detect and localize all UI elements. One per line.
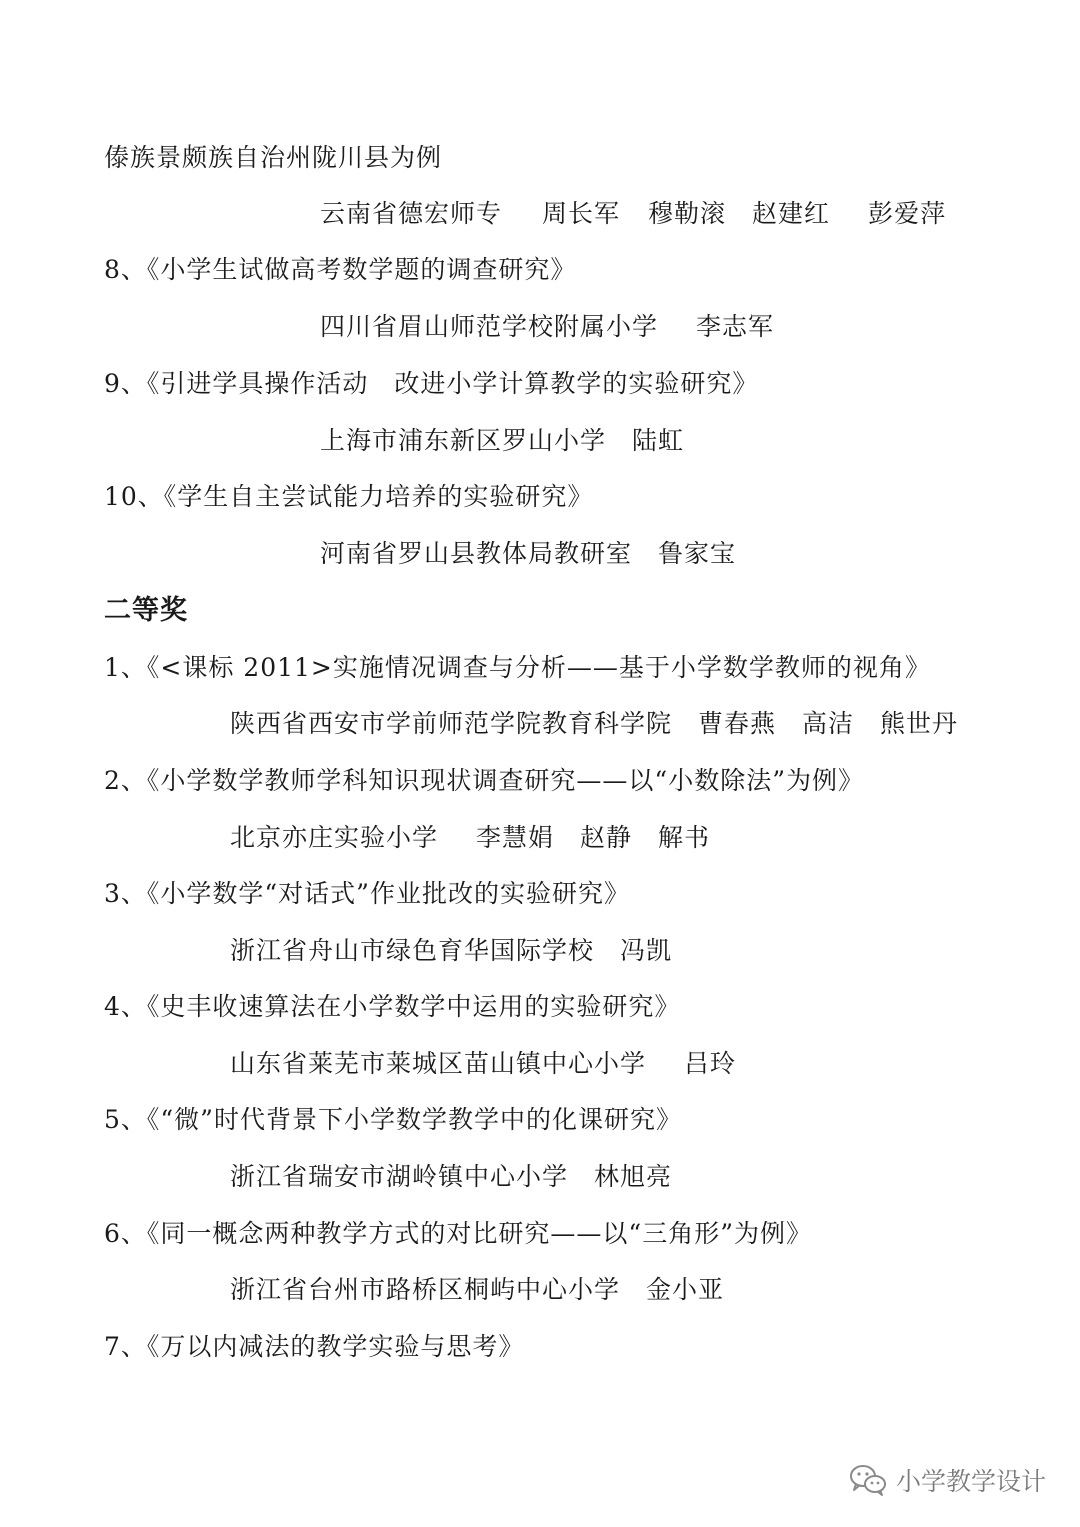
institution: 河南省罗山县教体局教研室 <box>320 539 633 568</box>
paper-title: 8、《小学生试做高考数学题的调查研究》 <box>104 255 577 284</box>
paper-title: 4、《史丰收速算法在小学数学中运用的实验研究》 <box>104 992 681 1021</box>
author-line-l8 <box>320 538 736 570</box>
title-line-l19 <box>104 1218 812 1250</box>
paper-title: 改进小学计算教学的实验研究》 <box>394 369 759 398</box>
paper-title: 9、《引进学具操作活动 <box>104 369 369 398</box>
paper-title: 7、《万以内减法的教学实验与思考》 <box>104 1332 525 1361</box>
author-name: 穆勒滚 <box>648 199 727 228</box>
title-line-l11 <box>104 765 864 797</box>
institution: 浙江省台州市路桥区桐屿中心小学 <box>230 1275 621 1304</box>
author-name: 周长军 <box>542 199 621 228</box>
institution: 四川省眉山师范学校附属小学 <box>320 312 659 341</box>
author-name: 李志军 <box>696 312 775 341</box>
author-line-l6 <box>320 425 684 457</box>
author-line-l2 <box>320 198 946 230</box>
paper-title: 3、《小学数学“对话式”作业批改的实验研究》 <box>104 879 630 908</box>
watermark <box>848 1460 1046 1500</box>
line-text: 傣族景颇族自治州陇川县为例 <box>104 143 443 172</box>
author-name: 赵建红 <box>752 199 831 228</box>
author-name: 李慧娟 <box>476 823 555 852</box>
author-line-l18 <box>230 1161 672 1193</box>
institution: 上海市浦东新区罗山小学 <box>320 426 607 455</box>
author-line-l16 <box>230 1048 736 1080</box>
author-name: 彭爱萍 <box>868 199 947 228</box>
institution: 陕西省西安市学前师范学院教育科学院 <box>230 709 673 738</box>
institution: 山东省莱芜市莱城区苗山镇中心小学 <box>230 1049 647 1078</box>
paper-title: 1、《<课标 2011>实施情况调查与分析——基于小学数学教师的视角》 <box>104 653 931 682</box>
author-name: 林旭亮 <box>594 1162 673 1191</box>
author-name: 陆虹 <box>632 426 685 455</box>
author-line-l14 <box>230 935 672 967</box>
author-name: 冯凯 <box>620 936 673 965</box>
paper-title: 2、《小学数学教师学科知识现状调查研究——以“小数除法”为例》 <box>104 766 864 795</box>
title-line-l3 <box>104 254 576 286</box>
institution: 浙江省瑞安市湖岭镇中心小学 <box>230 1162 569 1191</box>
author-line-l12 <box>230 822 710 854</box>
title-line-l5 <box>104 368 758 400</box>
author-name: 解书 <box>658 823 711 852</box>
text-line-l1 <box>104 142 442 174</box>
author-name: 鲁家宝 <box>658 539 737 568</box>
author-line-l4 <box>320 311 774 343</box>
author-name: 赵静 <box>580 823 633 852</box>
author-name: 高洁 <box>802 709 855 738</box>
heading-text: 二等奖 <box>104 595 188 626</box>
title-line-l7 <box>104 481 593 513</box>
institution: 浙江省舟山市绿色育华国际学校 <box>230 936 595 965</box>
title-line-l21 <box>104 1331 524 1363</box>
paper-title: 6、《同一概念两种教学方式的对比研究——以“三角形”为例》 <box>104 1219 812 1248</box>
paper-title: 10、《学生自主尝试能力培养的实验研究》 <box>104 482 594 511</box>
author-line-l20 <box>230 1274 724 1306</box>
watermark-text: 小学教学设计 <box>895 1467 1046 1496</box>
institution: 云南省德宏师专 <box>320 199 503 228</box>
title-line-l13 <box>104 878 630 910</box>
wechat-icon <box>848 1463 888 1497</box>
author-line-l10 <box>230 708 958 740</box>
section-heading <box>104 594 188 628</box>
institution: 北京亦庄实验小学 <box>230 823 439 852</box>
title-line-l9 <box>104 652 931 684</box>
paper-title: 5、《“微”时代背景下小学数学教学中的化课研究》 <box>104 1105 682 1134</box>
author-name: 曹春燕 <box>698 709 777 738</box>
author-name: 金小亚 <box>646 1275 725 1304</box>
title-line-l15 <box>104 991 680 1023</box>
author-name: 熊世丹 <box>880 709 959 738</box>
title-line-l17 <box>104 1104 682 1136</box>
author-name: 吕玲 <box>684 1049 737 1078</box>
